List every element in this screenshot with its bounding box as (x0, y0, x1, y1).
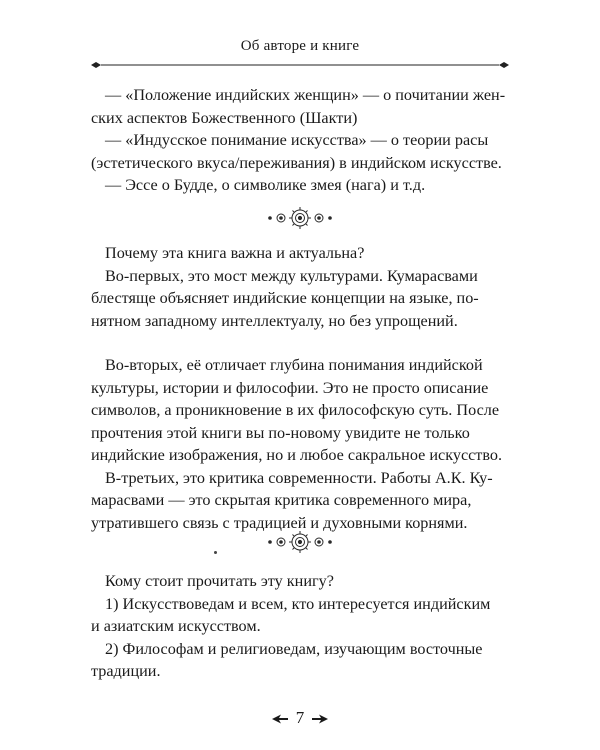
paragraph (91, 354, 511, 467)
section-who-should-read (91, 570, 511, 683)
text-line: ских аспектов Божественного (Шакти) (91, 108, 358, 127)
text-line: В-третьих, это критика современности. Работы А.К. Ку- (105, 468, 493, 487)
text-line: — «Положение индийских женщин» — о почитании жен- (105, 86, 506, 104)
ornament-divider-2 (250, 530, 350, 554)
text-line: нятном западному интеллектуалу, но без упрощений. (91, 311, 458, 330)
left-arrow-icon (272, 714, 288, 724)
list-item (91, 638, 511, 683)
text-line: 2) Философам и религиоведам, изучающим восточные (105, 639, 483, 658)
list-item (91, 593, 511, 638)
list-block (91, 84, 511, 197)
text-line: Кому стоит прочитать эту книгу? (105, 572, 334, 590)
text-line: индийские изображения, но и любое сакральное искусство. (91, 446, 503, 464)
text-line: — «Индусское понимание искусства» — о теории расы (105, 131, 489, 149)
ornament-divider-1 (250, 206, 350, 230)
text-line: марасвами — это скрытая критика современного мира, (91, 491, 472, 509)
list-item (91, 84, 511, 129)
text-line: культуры, истории и философии. Это не просто описание (91, 378, 489, 397)
paragraph (91, 265, 511, 333)
text-line: Почему эта книга важна и актуальна? (105, 244, 365, 262)
print-speck (214, 551, 217, 554)
text-line: Во-первых, это мост между культурами. Кумарасвами (105, 266, 478, 285)
text-line: (эстетического вкуса/переживания) в индийском искусстве. (91, 153, 502, 172)
running-head: Об авторе и книге (240, 38, 360, 54)
text-line: утратившего связь с традицией и духовными корнями. (91, 513, 468, 532)
text-line: и азиатским искусством. (91, 617, 261, 635)
list-item (91, 174, 511, 197)
paragraph (91, 467, 511, 535)
section-why-important (91, 242, 511, 534)
text-line: традиции. (91, 662, 161, 680)
section-question (91, 242, 511, 265)
list-item (91, 129, 511, 174)
text-line: Во-вторых, её отличает глубина понимания индийской (105, 356, 483, 374)
page-number: 7 (295, 708, 305, 727)
text-line: прочтения этой книги вы по-новому увидите не только (91, 423, 470, 442)
right-arrow-icon (312, 714, 328, 724)
text-line: символов, а проникновение в их философскую суть. После (91, 401, 500, 419)
text-line: блестяще объясняет индийские концепции на языке, по- (91, 289, 479, 307)
text-line: — Эссе о Будде, о символике змея (нага) и т.д. (105, 176, 426, 194)
header-rule (91, 60, 509, 70)
text-line: 1) Искусствоведам и всем, кто интересуется индийским (105, 594, 491, 613)
section-question (91, 570, 511, 593)
page-footer (0, 708, 600, 728)
